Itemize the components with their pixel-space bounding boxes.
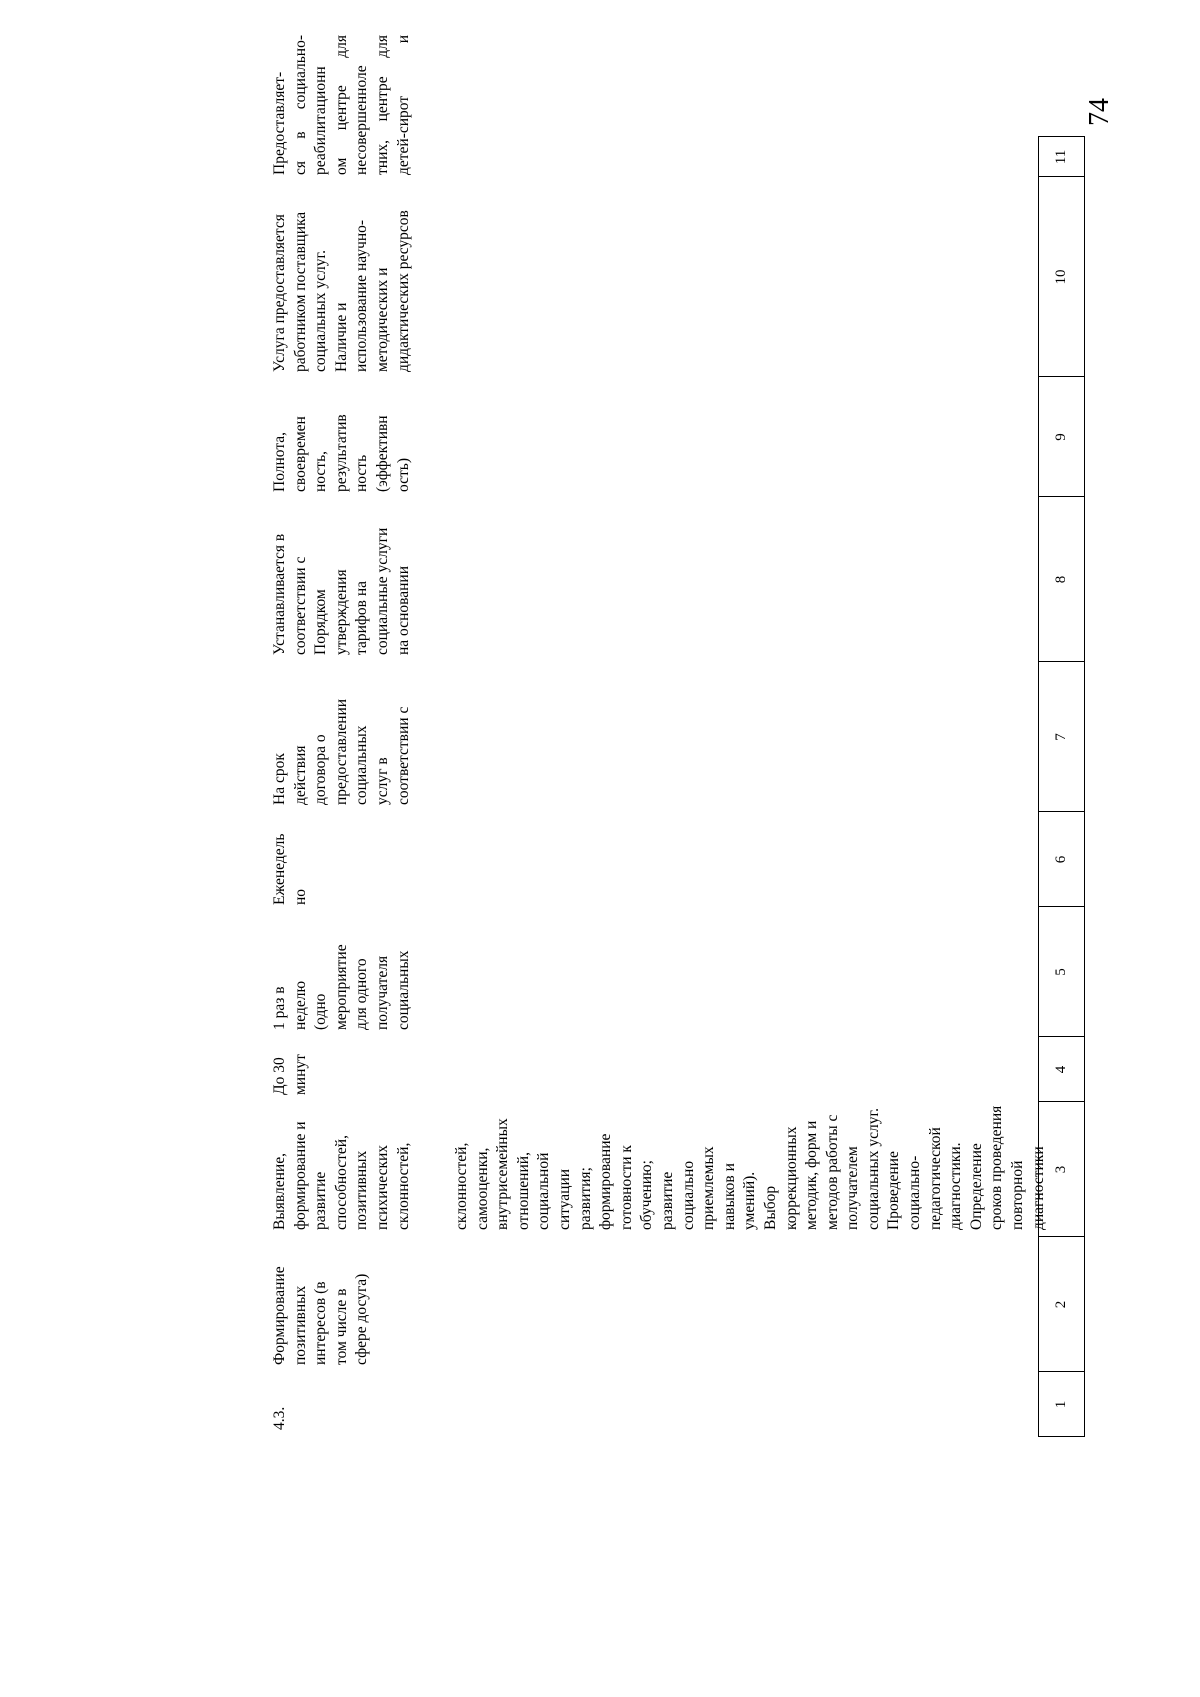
row-4-3-quality-indicators: Полнота, своевремен ность, результатив ность (эффективн ость) xyxy=(271,414,412,492)
column-header-9: 9 xyxy=(1053,433,1069,441)
row-4-3-number: 4.3. xyxy=(271,1406,288,1430)
row-4-3-term: На срок действия договора о предоставлении социальных услуг в соответствии с xyxy=(271,698,412,805)
column-header-4: 4 xyxy=(1053,1065,1069,1074)
column-header-5: 5 xyxy=(1053,968,1069,976)
row-4-3-duration: До 30 минут xyxy=(271,1054,309,1095)
row-4-3-description: Выявление, формирование и развитие способностей, позитивных психических склонностей, xyxy=(271,1121,412,1230)
row-4-3-frequency: 1 раз в неделю (одно мероприятие для одного получателя социальных xyxy=(271,944,412,1030)
column-header-6: 6 xyxy=(1053,855,1069,864)
column-header-2: 2 xyxy=(1053,1300,1069,1309)
row-4-3-periodicity: Еженедель но xyxy=(271,833,309,905)
continued-cell-col3: склонностей, самооценки, внутрисемейных отношений, социальной ситуации развития; формирование готовности к обучению; развитие социально приемлемых навыков и умений). Выбор коррекционных методик, форм и методов работы с получателем социальных услуг. Проведение социально- педагогической диагностики. Определение сроков проведения повторной диагностики xyxy=(453,1105,1047,1230)
table-top-rule xyxy=(1084,137,1085,1437)
row-4-3-tariff: Устанавливается в соответствии с Порядком утверждения тарифов на социальные услуги на основании xyxy=(271,527,412,655)
row-4-3-service-name: Формирование позитивных интересов (в том числе в сфере досуга) xyxy=(271,1266,371,1365)
row-4-3-conditions: Услуга предоставляется работником поставщика социальных услуг. Наличие и использование научно- методических и дидактических ресурсов xyxy=(271,210,412,372)
column-header-10: 10 xyxy=(1053,269,1069,285)
column-header-3: 3 xyxy=(1053,1165,1069,1174)
row-4-3-provider-type: Предоставляет- ся в социально- реабилитационн ом центре для несовершеннолe тних, центре для детей-сирот и xyxy=(271,35,412,175)
column-header-8: 8 xyxy=(1053,575,1069,584)
column-header-7: 7 xyxy=(1053,733,1069,741)
page-number: 74 xyxy=(1084,98,1115,126)
column-header-11: 11 xyxy=(1053,149,1069,165)
column-header-1: 1 xyxy=(1053,1400,1069,1409)
